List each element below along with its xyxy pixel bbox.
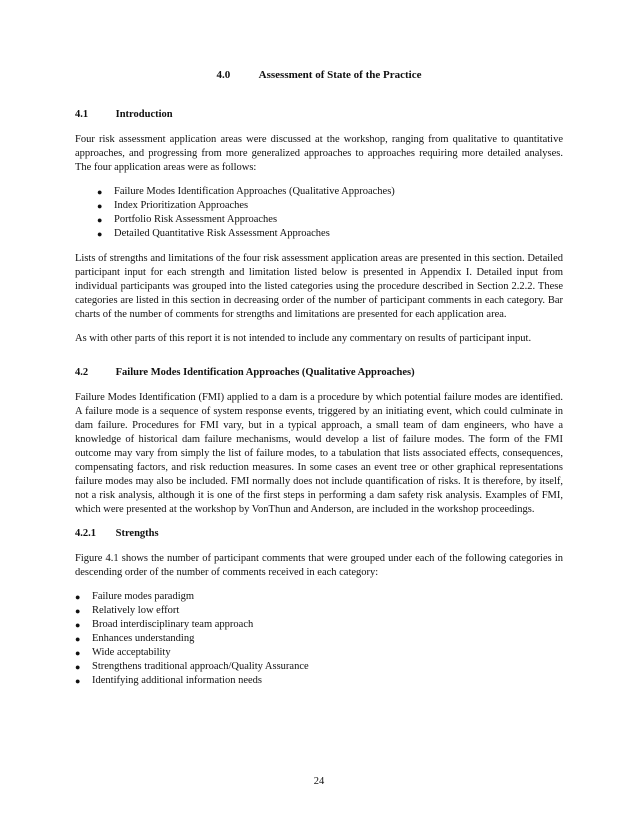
section-title: Introduction xyxy=(115,109,173,120)
list-item xyxy=(75,590,563,604)
intro-paragraph-2: Lists of strengths and limitations of the four risk assessment application areas are presented in this section. Detailed participant input for each strength and limitation listed below is presented in Appendix I. Detailed input from individual participants was grouped into the listed categories using the procedure described in Section 2.2.2. These categories are listed in this section in decreasing order of the number of participant comments in each category. Bar charts of the number of comments for strengths and limitations are presented for each application area. xyxy=(75,253,563,320)
section-number: 4.2 xyxy=(75,367,89,378)
list-item xyxy=(75,632,563,646)
list-item-text: Portfolio Risk Assessment Approaches xyxy=(114,214,278,225)
bullet-icon: ● xyxy=(75,648,81,658)
bullet-icon: ● xyxy=(75,676,81,686)
strengths-list xyxy=(75,590,563,688)
list-item-text: Detailed Quantitative Risk Assessment Approaches xyxy=(114,228,330,239)
list-item xyxy=(75,674,563,688)
chapter-number: 4.0 xyxy=(216,69,231,81)
section-4-2-1-heading xyxy=(75,527,563,541)
section-4-1-heading xyxy=(75,108,563,122)
list-item xyxy=(97,227,563,241)
chapter-title xyxy=(75,68,563,82)
list-item-text: Broad interdisciplinary team approach xyxy=(92,619,254,630)
list-item-text: Strengthens traditional approach/Quality Assurance xyxy=(92,661,309,672)
bullet-icon: ● xyxy=(75,606,81,616)
list-item xyxy=(75,618,563,632)
list-item-text: Wide acceptability xyxy=(92,647,171,658)
list-item xyxy=(75,646,563,660)
chapter-title-text: Assessment of State of the Practice xyxy=(258,69,422,81)
list-item xyxy=(75,604,563,618)
list-item xyxy=(97,199,563,213)
list-item xyxy=(97,185,563,199)
intro-paragraph-1: Four risk assessment application areas were discussed at the workshop, ranging from qualitative to quantitative approaches, and progressing from more generalized approaches to approaches requiring more detailed analyses. The four application areas were as follows: xyxy=(75,134,563,173)
list-item-text: Index Prioritization Approaches xyxy=(114,200,249,211)
strengths-paragraph: Figure 4.1 shows the number of participant comments that were grouped under each of the following categories in descending order of the number of comments received in each category: xyxy=(75,553,563,578)
list-item-text: Failure modes paradigm xyxy=(92,591,195,602)
list-item-text: Relatively low effort xyxy=(92,605,180,616)
intro-paragraph-3: As with other parts of this report it is not intended to include any commentary on results of participant input. xyxy=(75,333,532,344)
fmi-paragraph: Failure Modes Identification (FMI) applied to a dam is a procedure by which potential failure modes are identified. A failure mode is a sequence of system response events, triggered by an initiating event, which could culminate in dam failure. Procedures for FMI vary, but in a typical approach, a small team of dam engineers, who have a knowledge of historical dam failure mechanisms, would develop a list of failure modes. The form of the FMI outcome may vary from simply the list of failure modes, to a tabulation that lists associated effects, consequences, compensating factors, and risk reduction measures. In some cases an event tree or other graphical representations failure modes may also be included. FMI normally does not include quantification of risks. It is therefore, by itself, not a risk analysis, although it is one of the first steps in performing a dam safety risk analysis. Examples of FMI, which were presented at the workshop by VonThun and Anderson, are included in the workshop proceedings. xyxy=(75,392,563,515)
section-title: Failure Modes Identification Approaches (Qualitative Approaches) xyxy=(115,367,415,378)
bullet-icon: ● xyxy=(75,662,81,672)
list-item xyxy=(97,213,563,227)
bullet-icon: ● xyxy=(75,634,81,644)
bullet-icon: ● xyxy=(97,229,103,239)
section-4-2-heading xyxy=(75,366,563,380)
bullet-icon: ● xyxy=(75,620,81,630)
list-item-text: Failure Modes Identification Approaches (Qualitative Approaches) xyxy=(114,186,395,197)
page-number: 24 xyxy=(313,776,325,787)
bullet-icon: ● xyxy=(75,592,81,602)
section-title: Strengths xyxy=(115,528,159,539)
section-number: 4.2.1 xyxy=(75,528,96,539)
section-number: 4.1 xyxy=(75,109,89,120)
list-item xyxy=(75,660,563,674)
list-item-text: Identifying additional information needs xyxy=(92,675,262,686)
bullet-icon: ● xyxy=(97,201,103,211)
list-item-text: Enhances understanding xyxy=(92,633,195,644)
bullet-icon: ● xyxy=(97,215,103,225)
bullet-icon: ● xyxy=(97,187,103,197)
application-areas-list xyxy=(75,185,563,241)
